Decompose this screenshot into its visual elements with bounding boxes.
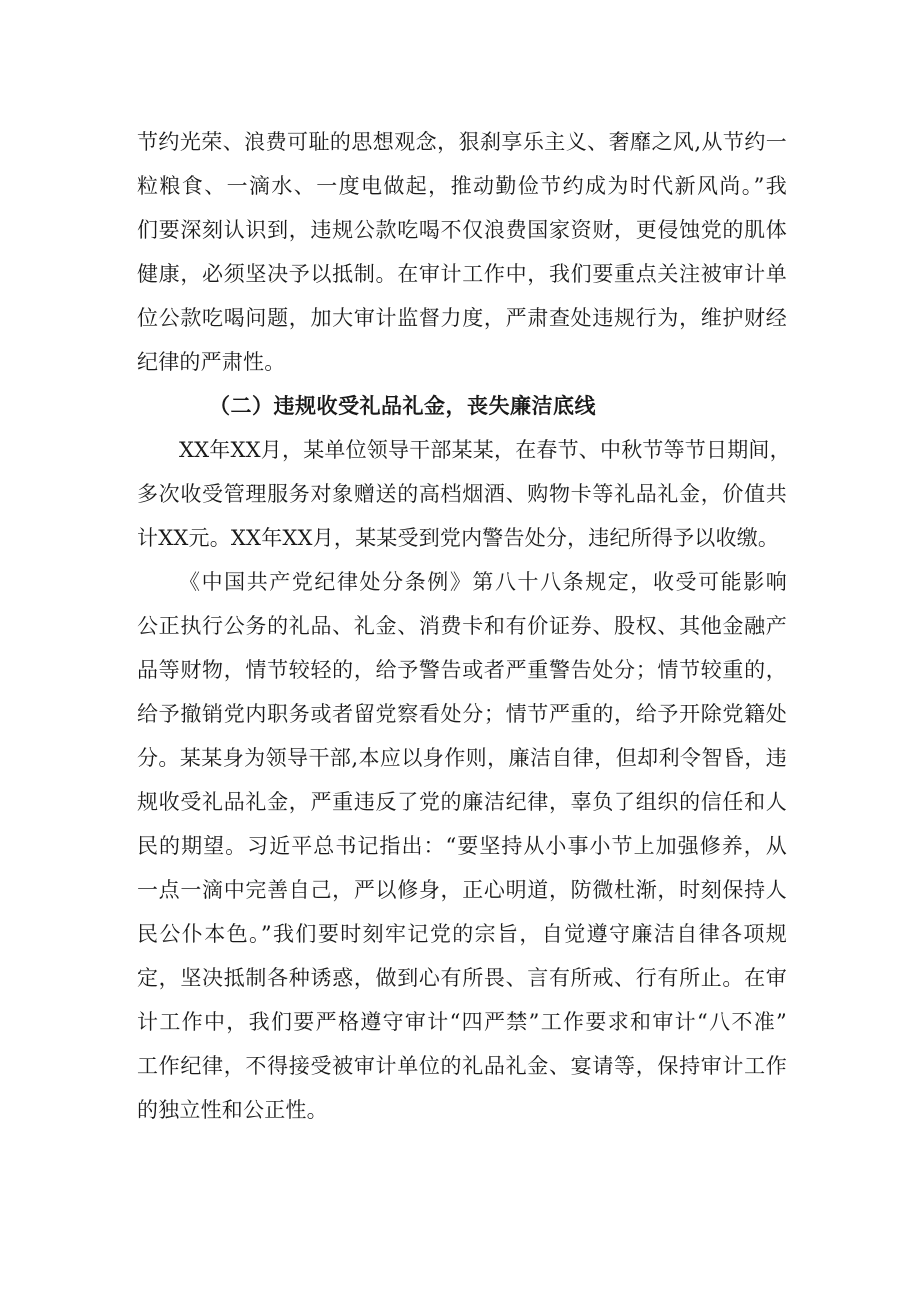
text-line: 公正执行公务的礼品、礼金、消费卡和有价证券、股权、其他金融产 [137, 614, 787, 638]
text-line: 民公仆本色。”我们要时刻牢记党的宗旨，自觉遵守廉洁自律各项规 [137, 922, 787, 946]
text-line: 位公款吃喝问题，加大审计监督力度，严肃查处违规行为，维护财经 [137, 306, 787, 330]
paragraph-case [137, 428, 791, 560]
text-line: 定，坚决抵制各种诱惑，做到心有所畏、言有所戒、行有所止。在审 [137, 966, 787, 990]
paragraph-frugality [137, 120, 787, 384]
text-line: 民的期望。习近平总书记指出：“要坚持从小事小节上加强修养，从 [137, 834, 787, 858]
text-line: 节约光荣、浪费可耻的思想观念，狠刹享乐主义、奢靡之风,从节约一 [137, 130, 787, 154]
text-line: 分。某某身为领导干部,本应以身作则，廉洁自律，但却利令智昏，违 [137, 746, 787, 770]
paragraph-regulation [137, 560, 787, 1132]
text-line: 健康，必须坚决予以抵制。在审计工作中，我们要重点关注被审计单 [137, 262, 787, 286]
text-line: 《中国共产党纪律处分条例》第八十八条规定，收受可能影响 [179, 570, 787, 594]
text-line: 们要深刻认识到，违规公款吃喝不仅浪费国家资财，更侵蚀党的肌体 [137, 218, 787, 242]
text-line: 纪律的严肃性。 [137, 350, 286, 374]
text-line: 规收受礼品礼金，严重违反了党的廉洁纪律，辜负了组织的信任和人 [137, 790, 787, 814]
text-line: 一点一滴中完善自己，严以修身，正心明道，防微杜渐，时刻保持人 [137, 878, 787, 902]
section-heading: （二）违规收受礼品礼金，丧失廉洁底线 [209, 393, 596, 418]
text-line: 计XX元。XX年XX月，某某受到党内警告处分，违纪所得予以收缴。 [137, 526, 780, 550]
text-line: 的独立性和公正性。 [137, 1098, 328, 1122]
document-page [137, 120, 791, 1132]
text-line: 给予撤销党内职务或者留党察看处分；情节严重的，给予开除党籍处 [137, 702, 787, 726]
text-line: 计工作中，我们要严格遵守审计“四严禁”工作要求和审计“八不准” [137, 1010, 787, 1034]
text-line: 多次收受管理服务对象赠送的高档烟酒、购物卡等礼品礼金，价值共 [137, 482, 787, 506]
text-line: XX年XX月，某单位领导干部某某，在春节、中秋节等节日期间， [179, 438, 791, 462]
text-line: 工作纪律，不得接受被审计单位的礼品礼金、宴请等，保持审计工作 [137, 1054, 787, 1078]
text-line: 粒粮食、一滴水、一度电做起，推动勤俭节约成为时代新风尚。”我 [137, 174, 787, 198]
text-line: 品等财物，情节较轻的，给予警告或者严重警告处分；情节较重的， [137, 658, 787, 682]
